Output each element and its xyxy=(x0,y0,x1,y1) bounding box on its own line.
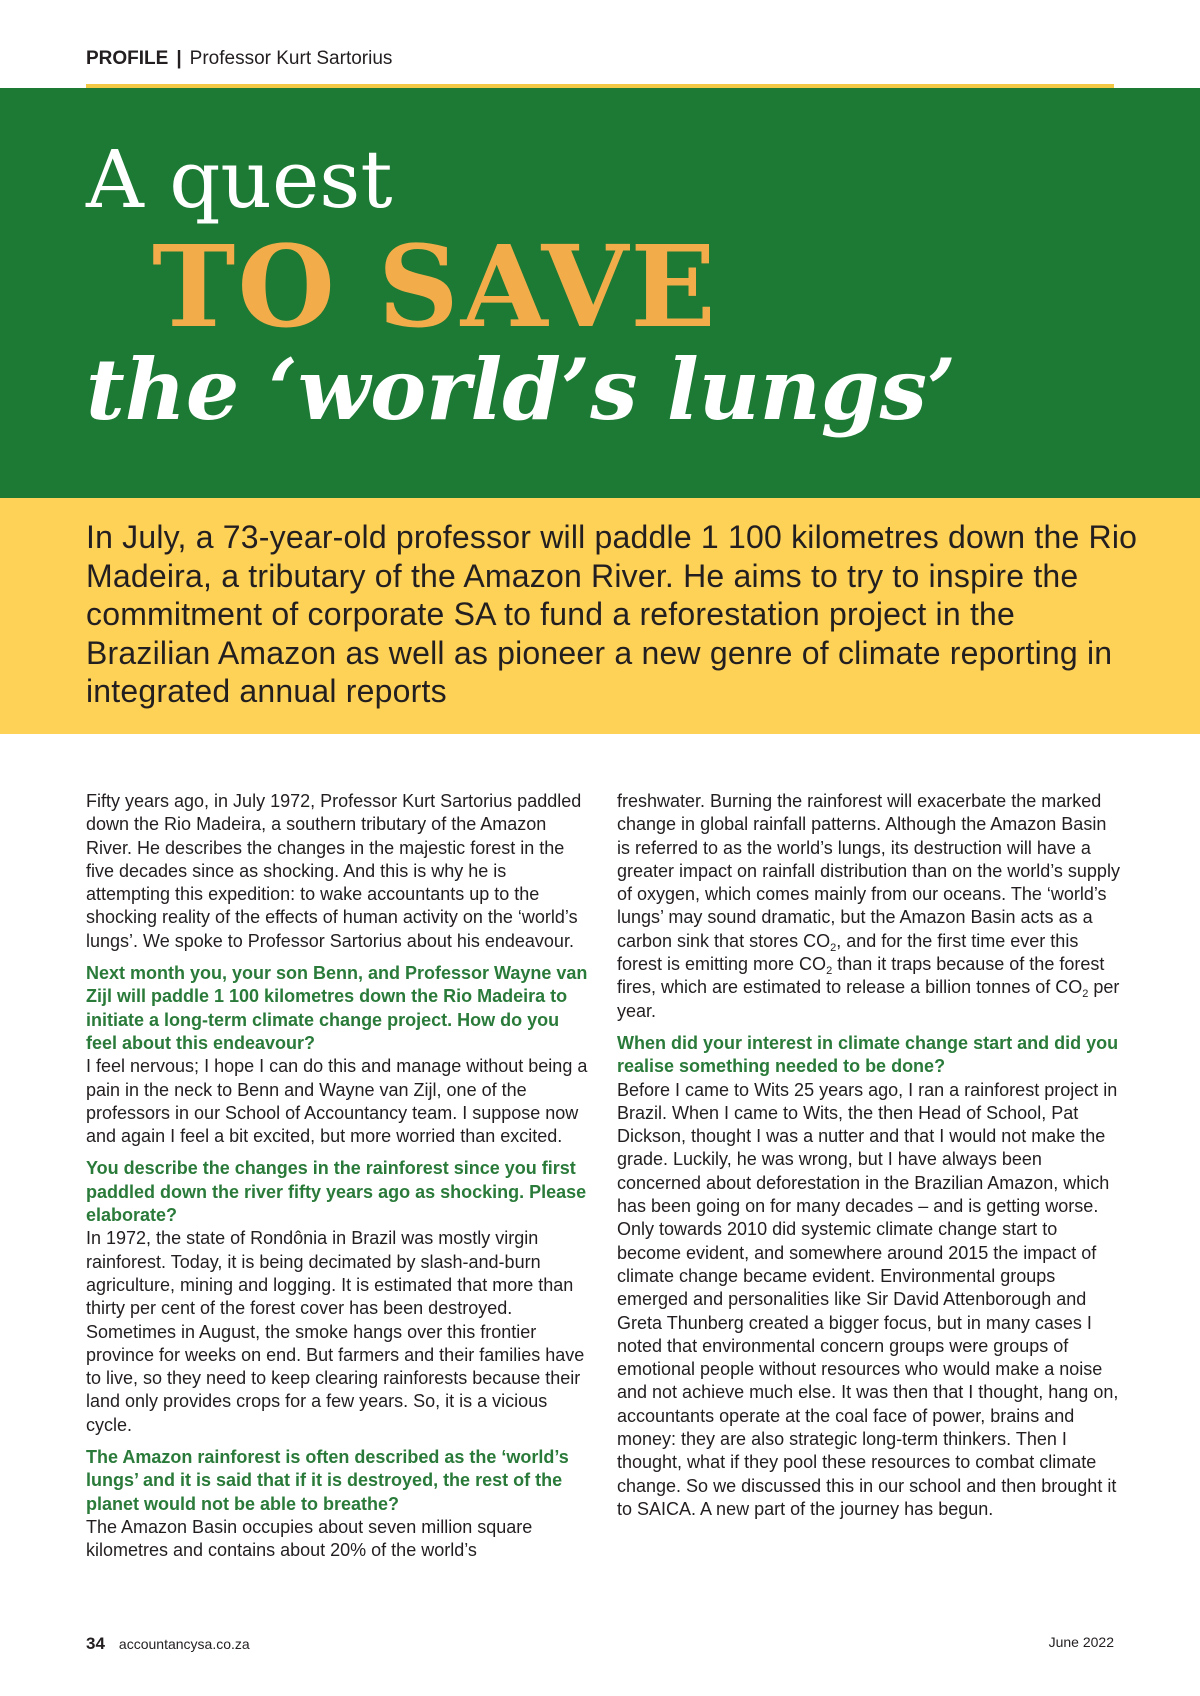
headline-line-1: A quest xyxy=(86,133,393,226)
section-label: PROFILE xyxy=(86,48,169,69)
header-separator: | xyxy=(176,48,182,69)
headline-line-3: the ‘world’s lungs’ xyxy=(86,340,957,439)
footer-site: accountancysa.co.za xyxy=(118,1636,250,1652)
running-header xyxy=(86,48,392,70)
answer-1: I feel nervous; I hope I can do this and manage without being a pain in the neck to Benn and Wayne van Zijl, one of the professors in our School of Accountancy team. I suppose now and again I feel a bit excited, but more worried than excited. xyxy=(86,1056,588,1147)
body-column-left xyxy=(86,790,588,1572)
answer-2: In 1972, the state of Rondônia in Brazil was mostly virgin rainforest. Today, it is being decimated by slash-and-burn agriculture, mining and logging. It is estimated that more than thirty per cent of the forest cover has been destroyed. Sometimes in August, the smoke hangs over this frontier province for weeks on end. But farmers and their families have to live, so they need to keep clearing rainforests because their land only provides crops for a few years. So, it is a vicious cycle. xyxy=(86,1228,585,1435)
footer-issue: June 2022 xyxy=(1048,1634,1114,1650)
question-1: Next month you, your son Benn, and Professor Wayne van Zijl will paddle 1 100 kilometres down the Rio Madeira to initiate a long-term climate change project. How do you feel about this endeavour? xyxy=(86,963,588,1053)
header-subject: Professor Kurt Sartorius xyxy=(189,48,393,69)
footer-left xyxy=(86,1634,250,1654)
answer-3-continued: freshwater. Burning the rainforest will exacerbate the marked change in global rainfall patterns. Although the Amazon Basin is referred to as the world’s lungs, its destruction will have a greater impact on rainfall distribution than on the world’s supply of oxygen, which comes mainly from our oceans. The ‘world’s lungs’ may sound dramatic, but the Amazon Basin acts as a carbon sink that stores $CO_2$, and for the first time ever this forest is emitting more $CO_2$ than it traps because of the forest fires, which are estimated to release a billion tonnes of $CO_2$ per year. xyxy=(617,791,1120,1021)
answer-4: Before I came to Wits 25 years ago, I ran a rainforest project in Brazil. When I came to Wits, the then Head of School, Pat Dickson, thought I was a nutter and that I would not make the grade. Luckily, he was wrong, but I have always been concerned about deforestation in the Brazilian Amazon, which has been going on for many decades – and is getting worse. Only towards 2010 did systemic climate change start to become evident, and somewhere around 2015 the impact of climate change became evident. Environmental groups emerged and personalities like Sir David Attenborough and Greta Thunberg created a bigger focus, but in many cases I noted that environmental concern groups were groups of emotional people without resources who would make a noise and not achieve much else. It was then that I thought, hang on, accountants operate at the coal face of power, brains and money: they are also strategic long-term thinkers. Then I thought, what if they pool these resources to combat climate change. So we discussed this in our school and then brought it to SAICA. A new part of the journey has begun. xyxy=(617,1079,1119,1519)
headline-line-2: TO SAVE xyxy=(152,222,718,353)
answer-3-start: The Amazon Basin occupies about seven million square kilometres and contains about 20% of the world’s xyxy=(86,1516,533,1561)
page-number: 34 xyxy=(86,1634,105,1653)
question-3: The Amazon rainforest is often described as the ‘world’s lungs’ and it is said that if it is destroyed, the rest of the planet would not be able to breathe? xyxy=(86,1447,569,1514)
question-4: When did your interest in climate change start and did you realise something needed to be done? xyxy=(617,1032,1119,1077)
body-column-right xyxy=(617,790,1120,1530)
intro-paragraph: Fifty years ago, in July 1972, Professor Kurt Sartorius paddled down the Rio Madeira, a southern tributary of the Amazon River. He describes the changes in the majestic forest in the five decades since as shocking. And this is why he is attempting this expedition: to wake accountants up to the shocking reality of the effects of human activity on the ‘world’s lungs’. We spoke to Professor Sartorius about his endeavour. xyxy=(86,791,582,951)
standfirst: In July, a 73-year-old professor will paddle 1 100 kilometres down the Rio Madeira, a tributary of the Amazon River. He aims to try to inspire the commitment of corporate SA to fund a reforestation project in the Brazilian Amazon as well as pioneer a new genre of climate reporting in integrated annual reports xyxy=(86,519,1138,709)
question-2: You describe the changes in the rainforest since you first paddled down the river fifty years ago as shocking. Please elaborate? xyxy=(86,1158,587,1226)
